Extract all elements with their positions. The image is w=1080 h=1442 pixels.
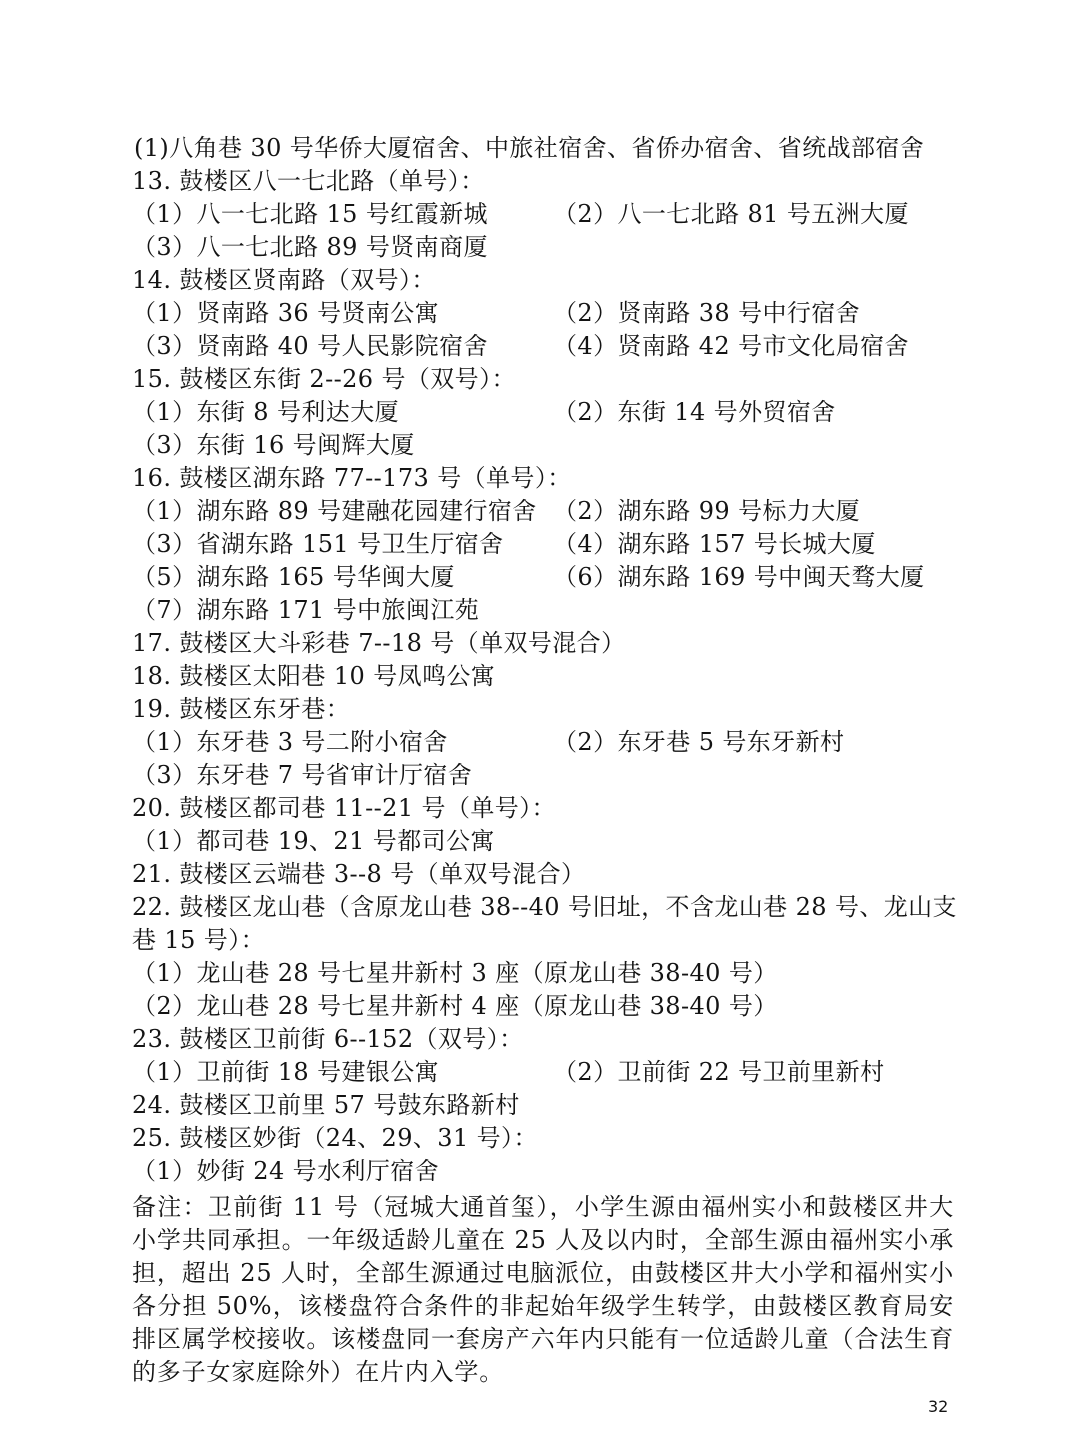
section-13-heading: 13. 鼓楼区八一七北路（单号）： bbox=[132, 167, 485, 195]
section-20-heading: 20. 鼓楼区都司巷 11--21 号（单号）： bbox=[132, 794, 556, 822]
section-17-heading: 17. 鼓楼区大斗彩巷 7--18 号（单双号混合） bbox=[132, 629, 626, 657]
entry-12-sub-1: (1)八角巷 30 号华侨大厦宿舍、中旅社宿舍、省侨办宿舍、省统战部宿舍 bbox=[134, 134, 925, 162]
page-number: 32 bbox=[928, 1397, 949, 1416]
entry-19-sub-3: （3）东牙巷 7 号省审计厅宿舍 bbox=[132, 761, 473, 789]
entry-22-sub-2: （2）龙山巷 28 号七星井新村 4 座（原龙山巷 38-40 号） bbox=[132, 992, 778, 1020]
entry-14-sub-2: （2）贤南路 38 号中行宿舍 bbox=[553, 299, 861, 327]
entry-16-sub-1: （1）湖东路 89 号建融花园建行宿舍 bbox=[132, 497, 537, 525]
entry-16-sub-3: （3）省湖东路 151 号卫生厅宿舍 bbox=[132, 530, 504, 558]
entry-15-sub-2: （2）东街 14 号外贸宿舍 bbox=[553, 398, 836, 426]
entry-16-sub-4: （4）湖东路 157 号长城大厦 bbox=[553, 530, 876, 558]
section-14-heading: 14. 鼓楼区贤南路（双号）： bbox=[132, 266, 436, 294]
section-19-heading: 19. 鼓楼区东牙巷： bbox=[132, 695, 351, 723]
entry-15-sub-3: （3）东街 16 号闽辉大厦 bbox=[132, 431, 415, 459]
section-16-heading: 16. 鼓楼区湖东路 77--173 号（单号）： bbox=[132, 464, 572, 492]
section-23-heading: 23. 鼓楼区卫前街 6--152（双号）： bbox=[132, 1025, 524, 1053]
remarks-paragraph: 备注：卫前街 11 号（冠城大通首玺），小学生源由福州实小和鼓楼区井大小学共同承担。一年级适龄儿童在 25 人及以内时，全部生源由福州实小承担，超出 25 人时，全部生源通过电脑派位，由鼓楼区井大小学和福州实小各分担 50%，该楼盘符合条件的非起始年级学生转学，由鼓楼区教育局安排区属学校接收。该楼盘同一套房产六年内只能有一位适龄儿童（合法生育的多子女家庭除外）在片内入学。 bbox=[132, 1193, 954, 1386]
entry-20-sub-1: （1）都司巷 19、21 号都司公寓 bbox=[132, 827, 495, 855]
entry-13-sub-2: （2）八一七北路 81 号五洲大厦 bbox=[553, 200, 909, 228]
entry-19-sub-1: （1）东牙巷 3 号二附小宿舍 bbox=[132, 728, 448, 756]
section-22-heading: 22. 鼓楼区龙山巷（含原龙山巷 38--40 号旧址，不含龙山巷 28 号、龙山支 bbox=[132, 893, 957, 921]
entry-25-sub-1: （1）妙街 24 号水利厅宿舍 bbox=[132, 1157, 440, 1185]
entry-14-sub-1: （1）贤南路 36 号贤南公寓 bbox=[132, 299, 440, 327]
entry-22-sub-1: （1）龙山巷 28 号七星井新村 3 座（原龙山巷 38-40 号） bbox=[132, 959, 778, 987]
entry-16-sub-6: （6）湖东路 169 号中闽天骛大厦 bbox=[553, 563, 925, 591]
section-22-heading-continued: 巷 15 号）： bbox=[132, 926, 265, 954]
entry-14-sub-3: （3）贤南路 40 号人民影院宿舍 bbox=[132, 332, 488, 360]
entry-16-sub-2: （2）湖东路 99 号标力大厦 bbox=[553, 497, 861, 525]
section-15-heading: 15. 鼓楼区东街 2--26 号（双号）： bbox=[132, 365, 516, 393]
section-24-heading: 24. 鼓楼区卫前里 57 号鼓东路新村 bbox=[132, 1091, 520, 1119]
entry-19-sub-2: （2）东牙巷 5 号东牙新村 bbox=[553, 728, 845, 756]
entry-13-sub-3: （3）八一七北路 89 号贤南商厦 bbox=[132, 233, 488, 261]
section-25-heading: 25. 鼓楼区妙街（24、29、31 号）： bbox=[132, 1124, 538, 1152]
entry-13-sub-1: （1）八一七北路 15 号红霞新城 bbox=[132, 200, 488, 228]
entry-16-sub-5: （5）湖东路 165 号华闽大厦 bbox=[132, 563, 455, 591]
entry-16-sub-7: （7）湖东路 171 号中旅闽江苑 bbox=[132, 596, 480, 624]
section-18-heading: 18. 鼓楼区太阳巷 10 号凤鸣公寓 bbox=[132, 662, 496, 690]
entry-15-sub-1: （1）东街 8 号利达大厦 bbox=[132, 398, 399, 426]
entry-23-sub-2: （2）卫前街 22 号卫前里新村 bbox=[553, 1058, 885, 1086]
entry-23-sub-1: （1）卫前街 18 号建银公寓 bbox=[132, 1058, 440, 1086]
entry-14-sub-4: （4）贤南路 42 号市文化局宿舍 bbox=[553, 332, 909, 360]
section-21-heading: 21. 鼓楼区云端巷 3--8 号（单双号混合） bbox=[132, 860, 586, 888]
